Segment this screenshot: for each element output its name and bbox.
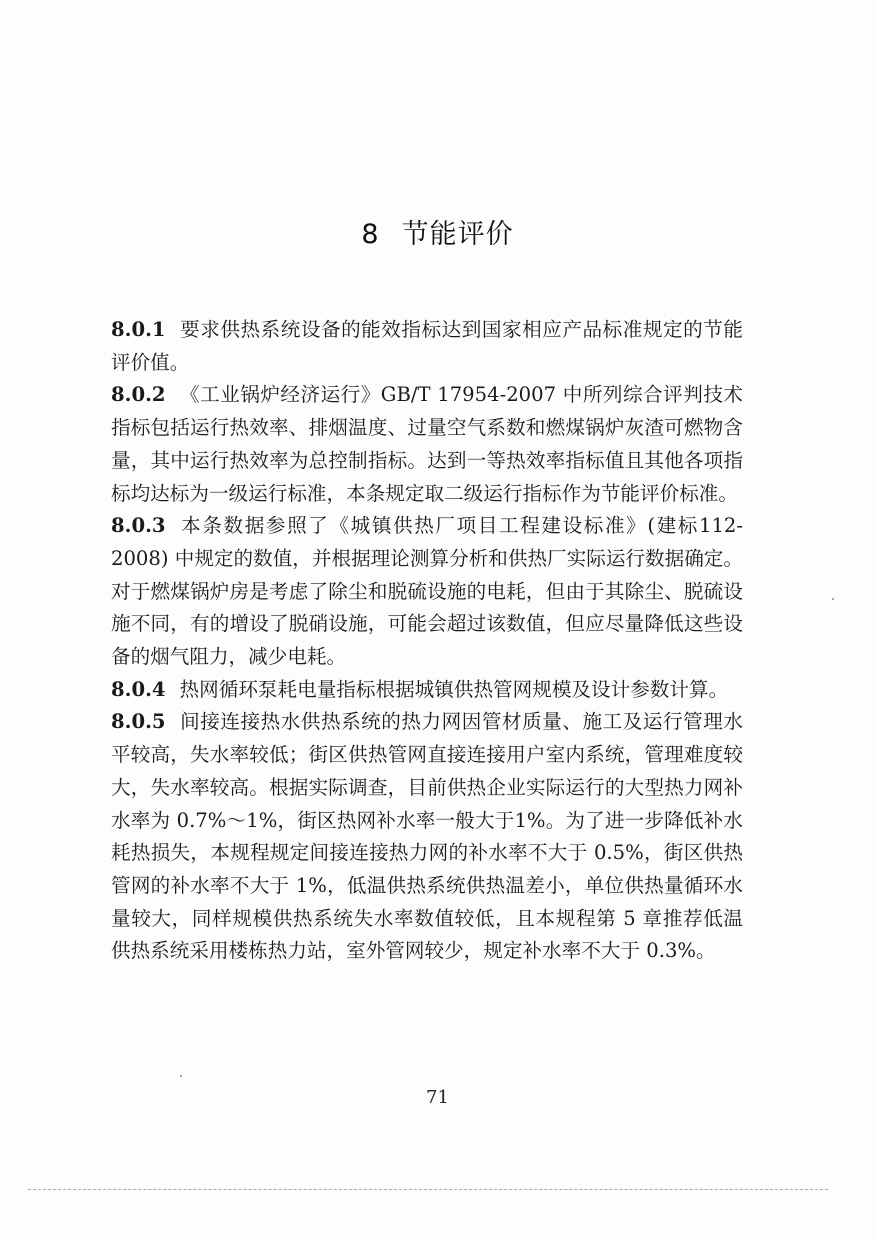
clause-number: 8.0.1 <box>111 318 166 341</box>
clause-number: 8.0.2 <box>111 383 166 407</box>
clause-number: 8.0.3 <box>111 514 166 538</box>
clause-8-0-3 <box>111 510 743 674</box>
clause-8-0-4 <box>111 674 743 707</box>
clause-number: 8.0.5 <box>111 710 166 734</box>
page-number: 71 <box>426 1087 449 1108</box>
chapter-heading <box>0 212 875 251</box>
chapter-title: 节能评价 <box>401 219 514 250</box>
clause-number: 8.0.4 <box>111 677 166 701</box>
scan-speck <box>180 1075 182 1077</box>
clause-8-0-1 <box>111 314 743 379</box>
clause-list <box>111 314 743 968</box>
clause-8-0-5 <box>111 706 743 968</box>
clause-text: 《工业锅炉经济运行》GB/T 17954-2007 中所列综合评判技术指标包括运行热效率、排烟温度、过量空气系数和燃煤锅炉灰渣可燃物含量，其中运行热效率为总控制指标。达到一等热效率指标值且其他各项指标均达标为一级运行标准，本条规定取二级运行指标作为节能评价标准。 <box>111 383 743 505</box>
scan-speck <box>832 598 834 600</box>
scan-edge-line <box>28 1189 828 1190</box>
clause-8-0-2 <box>111 379 743 510</box>
clause-text: 间接连接热水供热系统的热力网因管材质量、施工及运行管理水平较高，失水率较低；街区供热管网直接连接用户室内系统，管理难度较大，失水率较高。根据实际调查，目前供热企业实际运行的大型热力网补水率为 0.7%～1%，街区热网补水率一般大于1%。为了进一步降低补水耗热损失，本规程规定间接连接热力网的补水率不大于 0.5%，街区供热管网的补水率不大于 1%，低温供热系统供热温差小，单位供热量循环水量较大，同样规模供热系统失水率数值较低，且本规程第 5 章推荐低温供热系统采用楼栋热力站，室外管网较少，规定补水率不大于 0.3%。 <box>111 710 743 963</box>
clause-text: 本条数据参照了《城镇供热厂项目工程建设标准》(建标112-2008) 中规定的数值，并根据理论测算分析和供热厂实际运行数据确定。对于燃煤锅炉房是考虑了除尘和脱硫设施的电耗，但由于其除尘、脱硫设施不同，有的增设了脱硝设施，可能会超过该数值，但应尽量降低这些设备的烟气阻力，减少电耗。 <box>111 514 743 669</box>
clause-text: 要求供热系统设备的能效指标达到国家相应产品标准规定的节能评价值。 <box>111 318 743 374</box>
chapter-number: 8 <box>361 219 380 250</box>
clause-text: 热网循环泵耗电量指标根据城镇供热管网规模及设计参数计算。 <box>179 677 729 701</box>
